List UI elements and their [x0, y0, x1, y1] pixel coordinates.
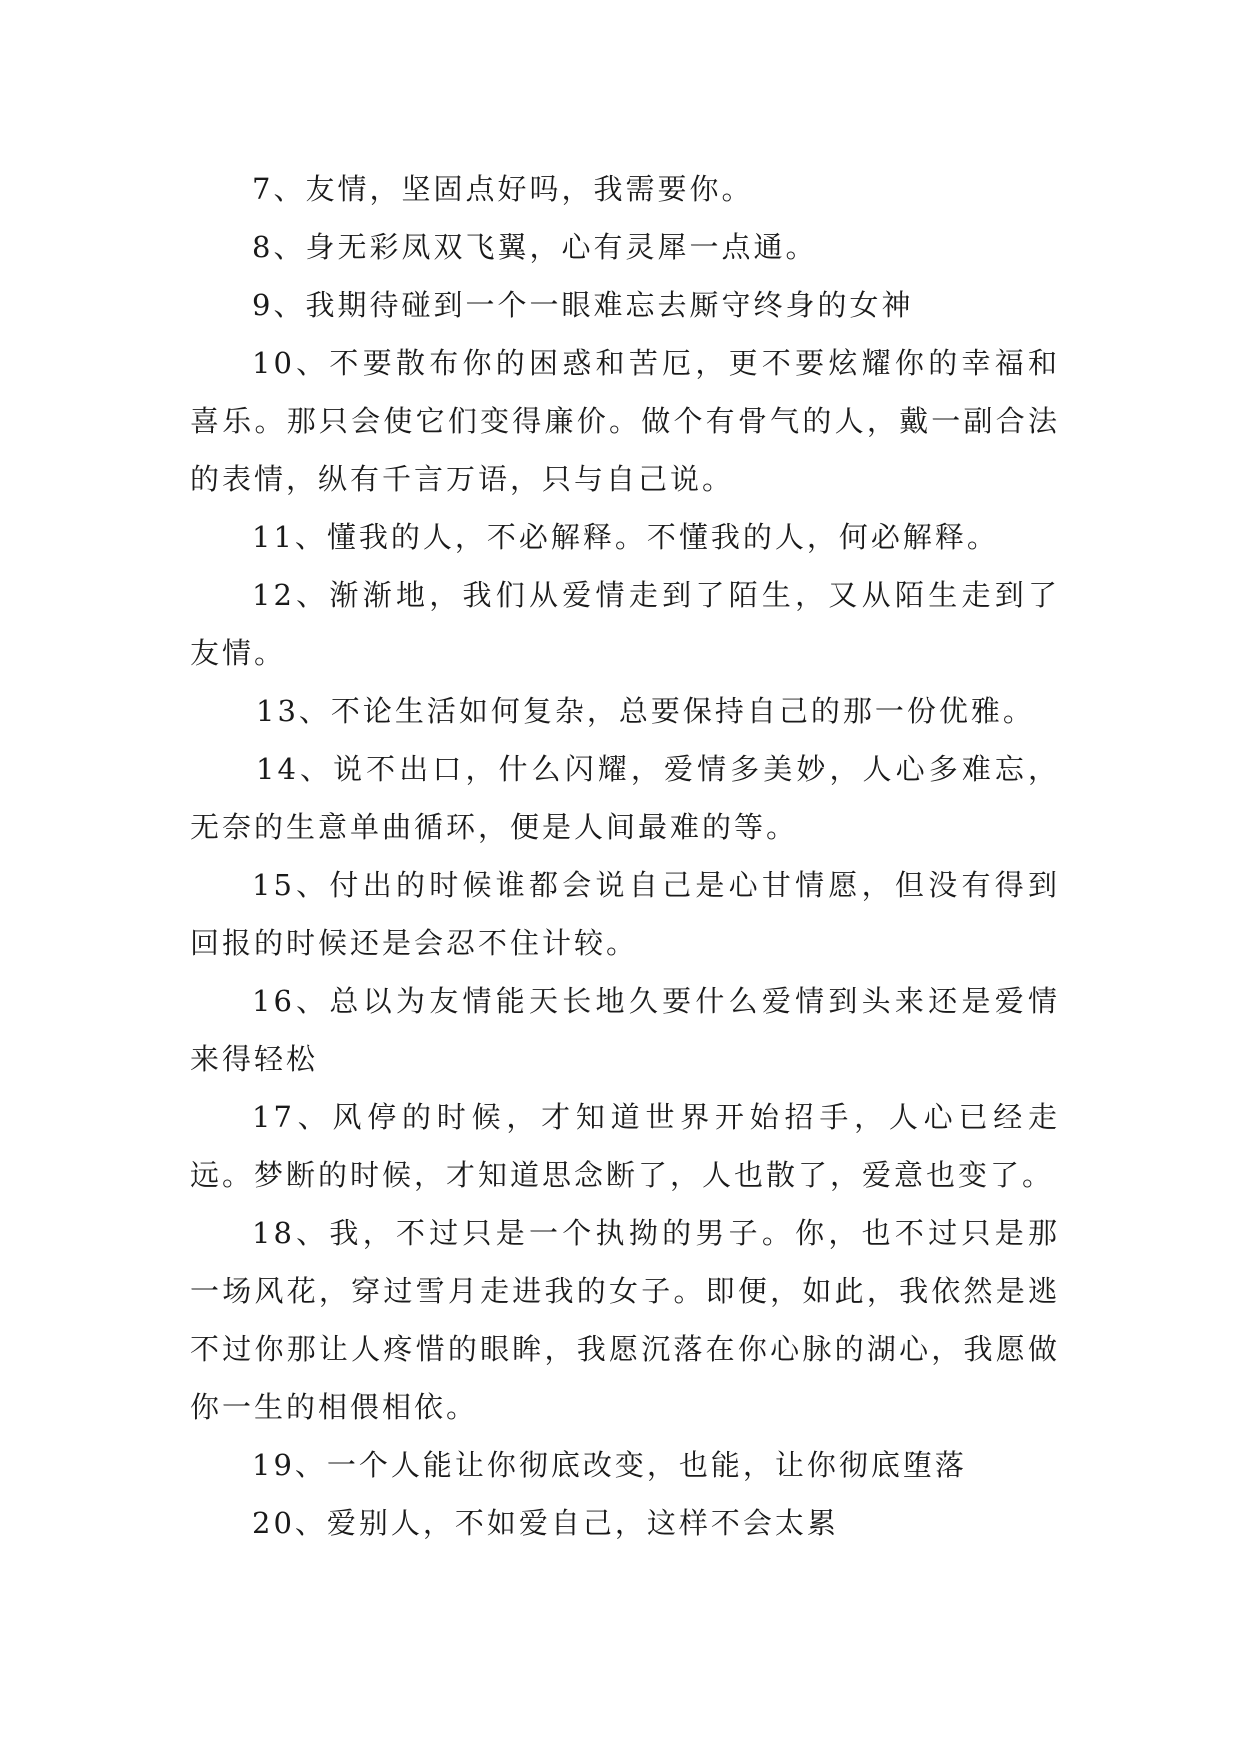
paragraph-9: 9、我期待碰到一个一眼难忘去厮守终身的女神 — [252, 288, 914, 322]
paragraph-14: 14、说不出口，什么闪耀，爱情多美妙，人心多难忘，无奈的生意单曲循环，便是人间最难的等。 — [190, 752, 1060, 844]
document-body — [190, 160, 1060, 1552]
paragraph-16: 16、总以为友情能天长地久要什么爱情到头来还是爱情来得轻松 — [190, 984, 1060, 1076]
paragraph-19: 19、一个人能让你彻底改变，也能，让你彻底堕落 — [252, 1448, 967, 1482]
paragraph-20: 20、爱别人，不如爱自己，这样不会太累 — [252, 1506, 839, 1540]
paragraph-12: 12、渐渐地，我们从爱情走到了陌生，又从陌生走到了友情。 — [190, 578, 1060, 670]
paragraph-13: 13、不论生活如何复杂，总要保持自己的那一份优雅。 — [256, 694, 1035, 728]
paragraph-11: 11、懂我的人，不必解释。不懂我的人，何必解释。 — [252, 520, 999, 554]
paragraph-18: 18、我，不过只是一个执拗的男子。你，也不过只是那一场风花，穿过雪月走进我的女子。即便，如此，我依然是逃不过你那让人疼惜的眼眸，我愿沉落在你心脉的湖心，我愿做你一生的相偎相依。 — [190, 1216, 1060, 1424]
paragraph-17: 17、风停的时候，才知道世界开始招手，人心已经走远。梦断的时候，才知道思念断了，人也散了，爱意也变了。 — [190, 1100, 1060, 1192]
paragraph-8: 8、身无彩凤双飞翼，心有灵犀一点通。 — [252, 230, 818, 264]
paragraph-10: 10、不要散布你的困惑和苦厄，更不要炫耀你的幸福和喜乐。那只会使它们变得廉价。做个有骨气的人，戴一副合法的表情，纵有千言万语，只与自己说。 — [190, 346, 1060, 496]
paragraph-15: 15、付出的时候谁都会说自己是心甘情愿，但没有得到回报的时候还是会忍不住计较。 — [190, 868, 1060, 960]
paragraph-7: 7、友情，坚固点好吗，我需要你。 — [252, 172, 754, 206]
